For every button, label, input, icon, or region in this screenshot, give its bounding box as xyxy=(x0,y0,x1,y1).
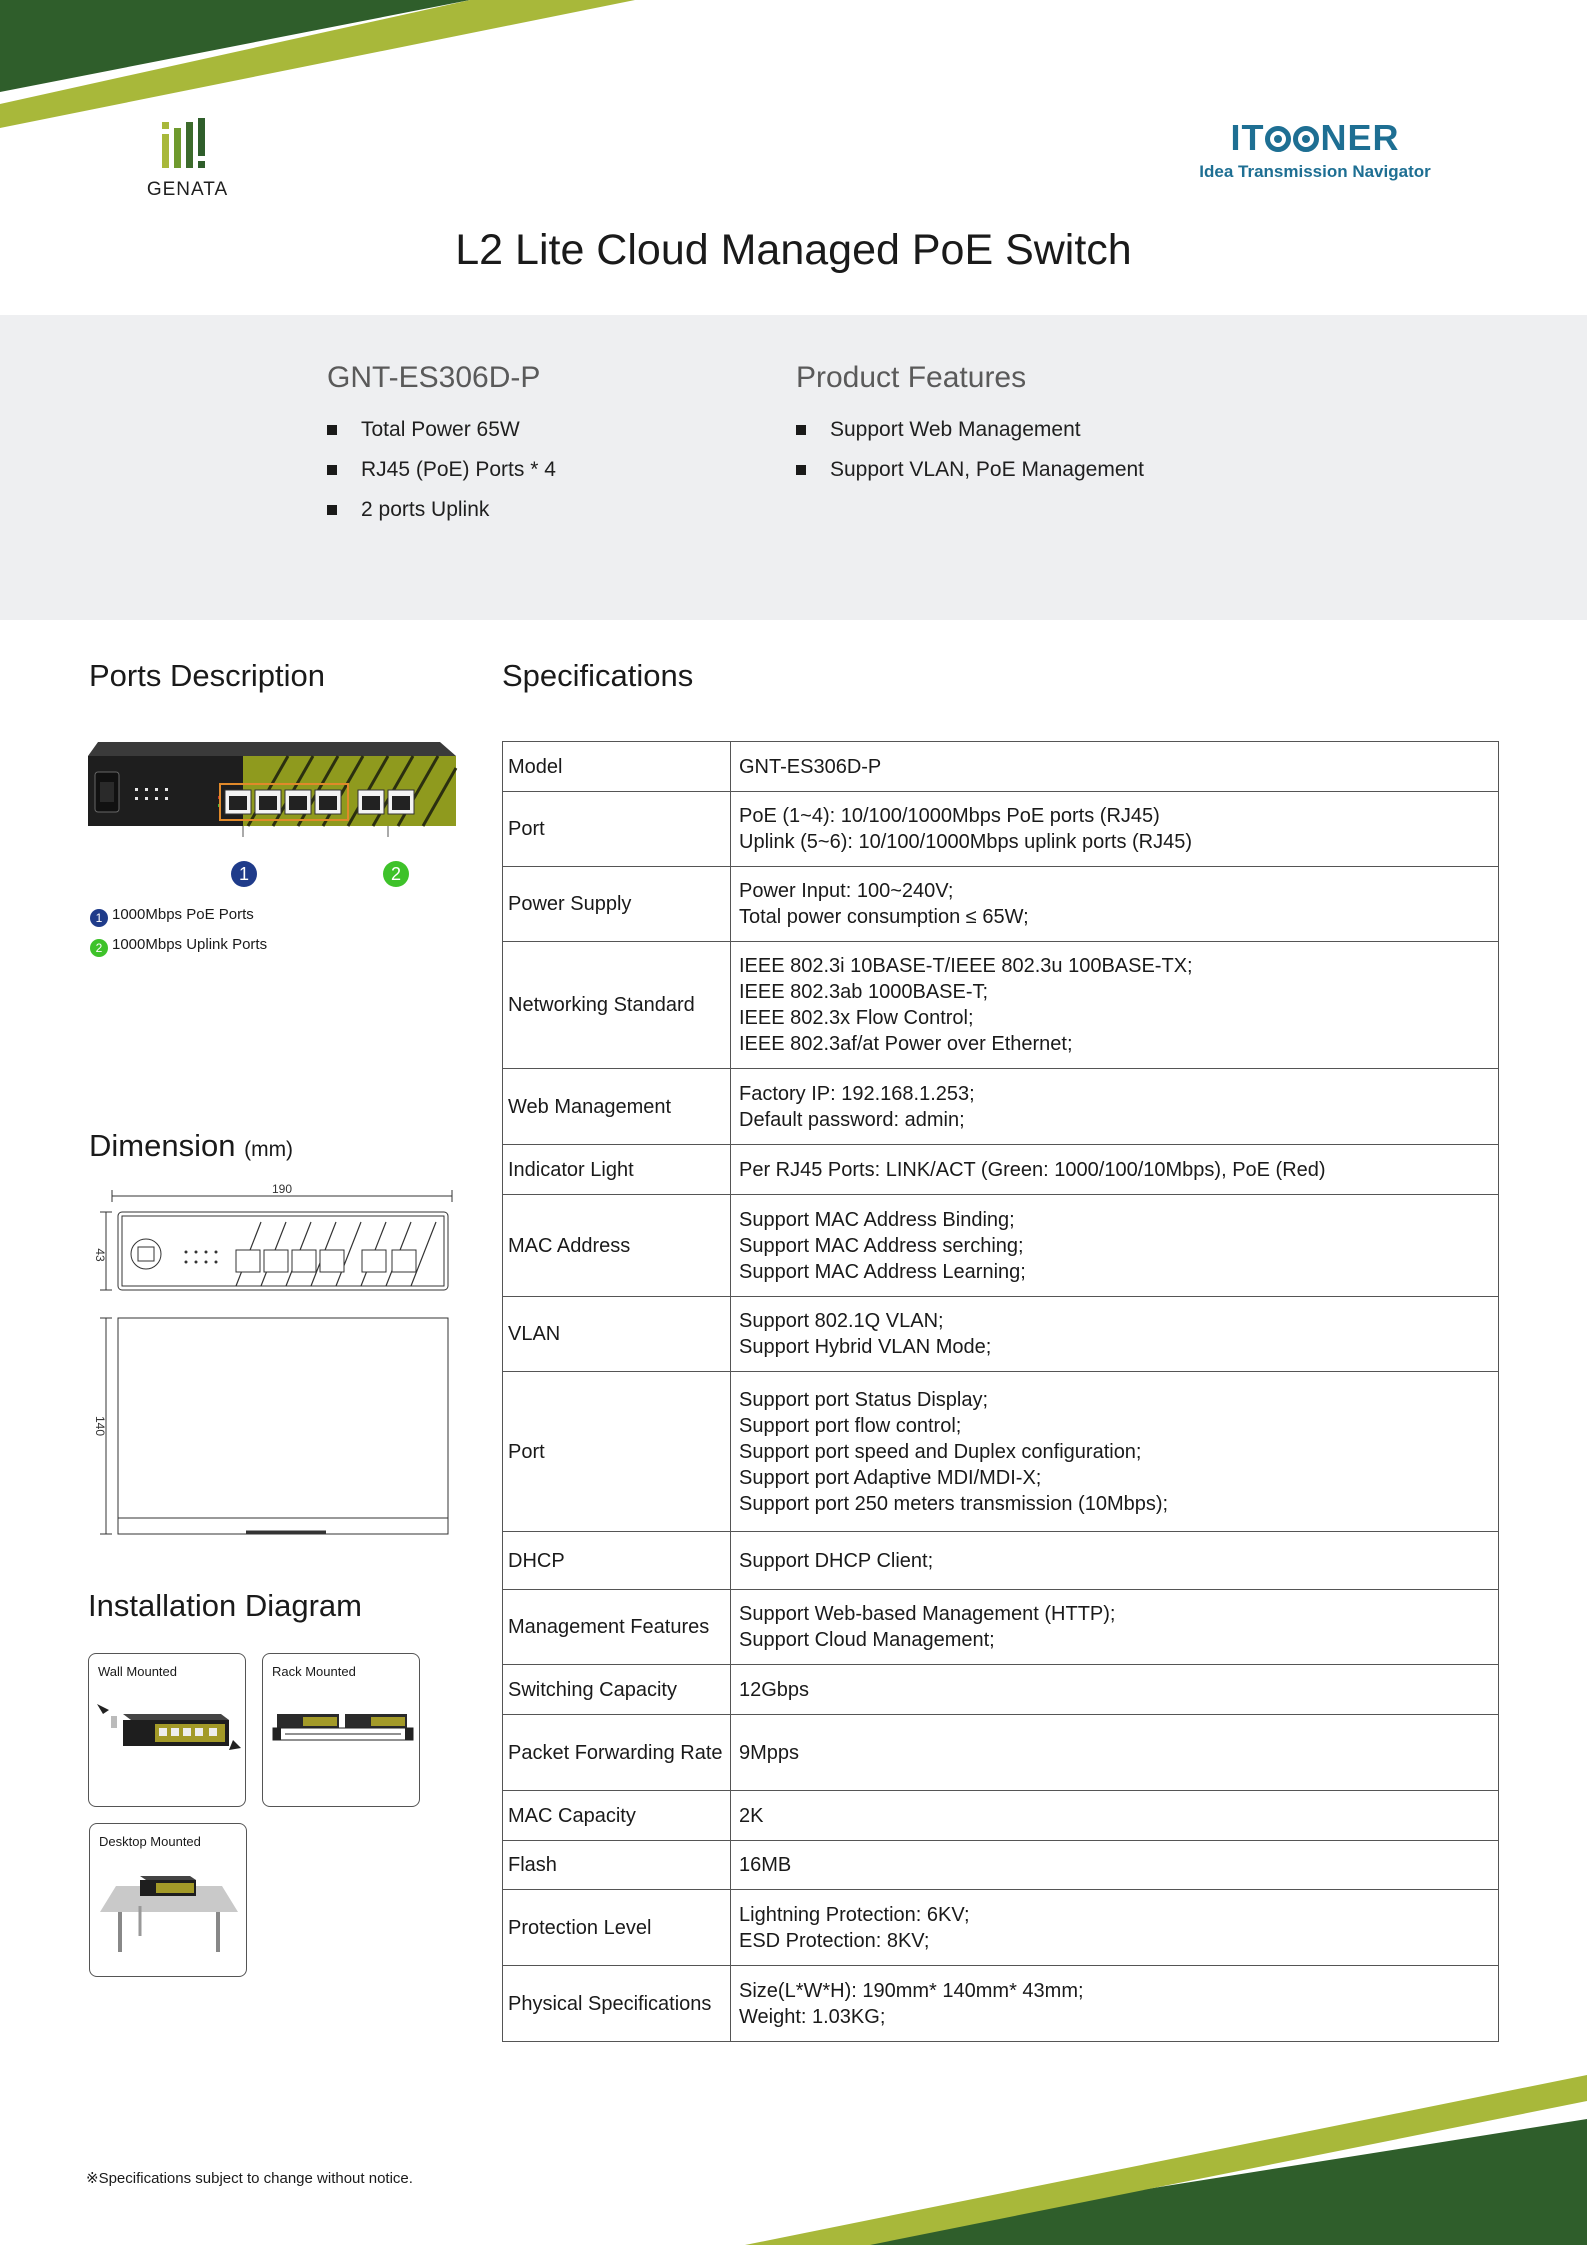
spec-value xyxy=(731,792,1499,867)
spec-key: Flash xyxy=(503,1841,731,1890)
bottom-decorative-stripes xyxy=(0,2075,1587,2245)
spec-key: Power Supply xyxy=(503,867,731,942)
spec-value-line: Factory IP: 192.168.1.253; xyxy=(739,1082,975,1105)
model-point: RJ45 (PoE) Ports * 4 xyxy=(327,457,556,482)
spec-value-line: PoE (1~4): 10/100/1000Mbps PoE ports (RJ45) xyxy=(739,805,1160,827)
rack-mounted-panel xyxy=(262,1653,420,1807)
spec-value-line: Support MAC Address serching; xyxy=(739,1234,1024,1257)
page-title: L2 Lite Cloud Managed PoE Switch xyxy=(455,226,1132,274)
spec-row xyxy=(503,1966,1499,2042)
uplink-ports-legend xyxy=(90,936,267,957)
desktop-mounted-panel xyxy=(89,1823,247,1977)
poe-legend-marker: 1 xyxy=(90,909,108,927)
spec-key: MAC Capacity xyxy=(503,1791,731,1841)
spec-value-line: IEEE 802.3ab 1000BASE-T; xyxy=(739,981,989,1003)
genata-logo-mark xyxy=(140,118,235,170)
spec-key: VLAN xyxy=(503,1297,731,1372)
spec-row xyxy=(503,742,1499,792)
spec-value xyxy=(731,1195,1499,1297)
spec-key: Model xyxy=(503,742,731,792)
spec-value-line: Support 802.1Q VLAN; xyxy=(739,1310,944,1332)
specifications-heading: Specifications xyxy=(502,658,694,693)
itooner-logo-prefix: IT xyxy=(1230,117,1265,158)
spec-value-line: Support port 250 meters transmission (10Mbps); xyxy=(739,1492,1169,1515)
spec-value-line: 2K xyxy=(739,1804,764,1827)
footnote: ※Specifications subject to change without notice. xyxy=(86,2170,413,2187)
spec-value xyxy=(731,1841,1499,1890)
spec-key: Port xyxy=(503,1372,731,1532)
itooner-logo-suffix: NER xyxy=(1320,117,1400,158)
spec-key: Indicator Light xyxy=(503,1145,731,1195)
desktop-mounted-label: Desktop Mounted xyxy=(99,1834,201,1849)
spec-key: Management Features xyxy=(503,1590,731,1665)
dimension-unit: (mm) xyxy=(244,1138,294,1161)
spec-row xyxy=(503,1715,1499,1791)
spec-value xyxy=(731,942,1499,1069)
spec-row xyxy=(503,1372,1499,1532)
wall-mounted-illustration xyxy=(95,1692,241,1800)
spec-value-line: Support Web-based Management (HTTP); xyxy=(739,1603,1116,1625)
spec-value-line: Support Cloud Management; xyxy=(739,1629,995,1651)
model-heading: GNT-ES306D-P xyxy=(327,361,541,394)
spec-value-line: IEEE 802.3af/at Power over Ethernet; xyxy=(739,1033,1073,1055)
spec-row xyxy=(503,792,1499,867)
wall-mounted-label: Wall Mounted xyxy=(98,1664,177,1679)
spec-value-line: IEEE 802.3x Flow Control; xyxy=(739,1007,974,1029)
spec-key: MAC Address xyxy=(503,1195,731,1297)
dimension-heading-text: Dimension xyxy=(89,1128,236,1163)
spec-row xyxy=(503,1297,1499,1372)
poe-legend-label: 1000Mbps PoE Ports xyxy=(112,906,254,923)
spec-value-line: IEEE 802.3i 10BASE-T/IEEE 802.3u 100BASE-TX; xyxy=(739,955,1193,977)
rack-mounted-label: Rack Mounted xyxy=(272,1664,356,1679)
uplink-legend-label: 1000Mbps Uplink Ports xyxy=(112,936,268,953)
switch-front-image xyxy=(88,742,458,854)
spec-row xyxy=(503,1791,1499,1841)
itooner-logo xyxy=(1185,118,1445,182)
spec-key: Networking Standard xyxy=(503,942,731,1069)
spec-value-line: 12Gbps xyxy=(739,1678,810,1701)
spec-value xyxy=(731,1372,1499,1532)
spec-value-line: Total power consumption ≤ 65W; xyxy=(739,906,1029,928)
spec-value xyxy=(731,867,1499,942)
dimension-depth-label: 140 xyxy=(93,1415,107,1437)
spec-value-line: Default password: admin; xyxy=(739,1108,965,1131)
spec-key: DHCP xyxy=(503,1532,731,1590)
specifications-table xyxy=(502,741,1499,2042)
rack-mounted-illustration xyxy=(269,1692,415,1800)
dimension-width-label: 190 xyxy=(271,1182,293,1196)
spec-row xyxy=(503,942,1499,1069)
spec-value-line: Size(L*W*H): 190mm* 140mm* 43mm; xyxy=(739,1979,1084,2002)
spec-key: Packet Forwarding Rate xyxy=(503,1715,731,1791)
installation-heading: Installation Diagram xyxy=(88,1588,362,1623)
spec-value xyxy=(731,1715,1499,1791)
feature-point: Support VLAN, PoE Management xyxy=(796,457,1144,482)
spec-row xyxy=(503,1195,1499,1297)
spec-key: Web Management xyxy=(503,1069,731,1145)
spec-value xyxy=(731,1890,1499,1966)
spec-value-line: GNT-ES306D-P xyxy=(739,755,882,778)
spec-value-line: Support MAC Address Binding; xyxy=(739,1208,1015,1231)
spec-value xyxy=(731,1145,1499,1195)
spec-key: Physical Specifications xyxy=(503,1966,731,2042)
model-point: Total Power 65W xyxy=(327,417,556,442)
genata-logo-text: GENATA xyxy=(146,179,229,200)
summary-band xyxy=(0,315,1587,620)
spec-row xyxy=(503,1665,1499,1715)
features-summary xyxy=(796,361,1144,497)
model-points-list xyxy=(327,417,556,522)
model-point: 2 ports Uplink xyxy=(327,497,556,522)
spec-key: Switching Capacity xyxy=(503,1665,731,1715)
itooner-tagline: Idea Transmission Navigator xyxy=(1199,162,1431,181)
spec-value-line: Support port Adaptive MDI/MDI-X; xyxy=(739,1466,1042,1489)
spec-value xyxy=(731,1069,1499,1145)
ports-heading: Ports Description xyxy=(89,658,326,693)
spec-row xyxy=(503,1841,1499,1890)
spec-value xyxy=(731,742,1499,792)
spec-value xyxy=(731,1532,1499,1590)
spec-value-line: ESD Protection: 8KV; xyxy=(739,1929,930,1952)
uplink-legend-marker: 2 xyxy=(90,939,108,957)
wall-mounted-panel xyxy=(88,1653,246,1807)
dimension-height-label: 43 xyxy=(93,1248,107,1262)
spec-key: Protection Level xyxy=(503,1890,731,1966)
spec-value-line: Lightning Protection: 6KV; xyxy=(739,1903,970,1926)
spec-value-line: Support port flow control; xyxy=(739,1414,962,1437)
spec-row xyxy=(503,1145,1499,1195)
spec-value-line: Power Input: 100~240V; xyxy=(739,880,954,902)
dimension-drawing xyxy=(86,1182,460,1537)
spec-value-line: Support port speed and Duplex configuration; xyxy=(739,1440,1142,1463)
itooner-ring-icon xyxy=(1293,126,1319,152)
features-points-list xyxy=(796,417,1144,482)
spec-value xyxy=(731,1590,1499,1665)
spec-value xyxy=(731,1966,1499,2042)
spec-row xyxy=(503,1890,1499,1966)
dimension-heading xyxy=(89,1128,293,1164)
model-summary xyxy=(327,361,556,537)
spec-value-line: 16MB xyxy=(739,1854,792,1876)
uplink-ports-callout: 2 xyxy=(383,861,409,887)
poe-ports-legend xyxy=(90,906,254,927)
spec-value xyxy=(731,1665,1499,1715)
itooner-logo-text xyxy=(1185,118,1445,158)
genata-logo xyxy=(140,118,235,201)
desktop-mounted-illustration xyxy=(96,1862,242,1970)
feature-point: Support Web Management xyxy=(796,417,1144,442)
spec-value xyxy=(731,1297,1499,1372)
spec-value-line: Uplink (5~6): 10/100/1000Mbps uplink ports (RJ45) xyxy=(739,831,1193,853)
spec-value-line: Support MAC Address Learning; xyxy=(739,1260,1026,1283)
spec-value-line: Support port Status Display; xyxy=(739,1388,989,1411)
spec-row xyxy=(503,867,1499,942)
spec-value-line: Per RJ45 Ports: LINK/ACT (Green: 1000/100/10Mbps), PoE (Red) xyxy=(739,1158,1326,1181)
spec-value-line: Support DHCP Client; xyxy=(739,1549,934,1572)
spec-value-line: Weight: 1.03KG; xyxy=(739,2005,886,2028)
spec-value-line: Support Hybrid VLAN Mode; xyxy=(739,1336,992,1358)
spec-key: Port xyxy=(503,792,731,867)
spec-value-line: 9Mpps xyxy=(739,1741,800,1764)
spec-row xyxy=(503,1590,1499,1665)
itooner-ring-icon xyxy=(1265,126,1291,152)
spec-row xyxy=(503,1069,1499,1145)
spec-value xyxy=(731,1791,1499,1841)
poe-ports-callout: 1 xyxy=(231,861,257,887)
features-heading: Product Features xyxy=(796,361,1027,394)
spec-row xyxy=(503,1532,1499,1590)
